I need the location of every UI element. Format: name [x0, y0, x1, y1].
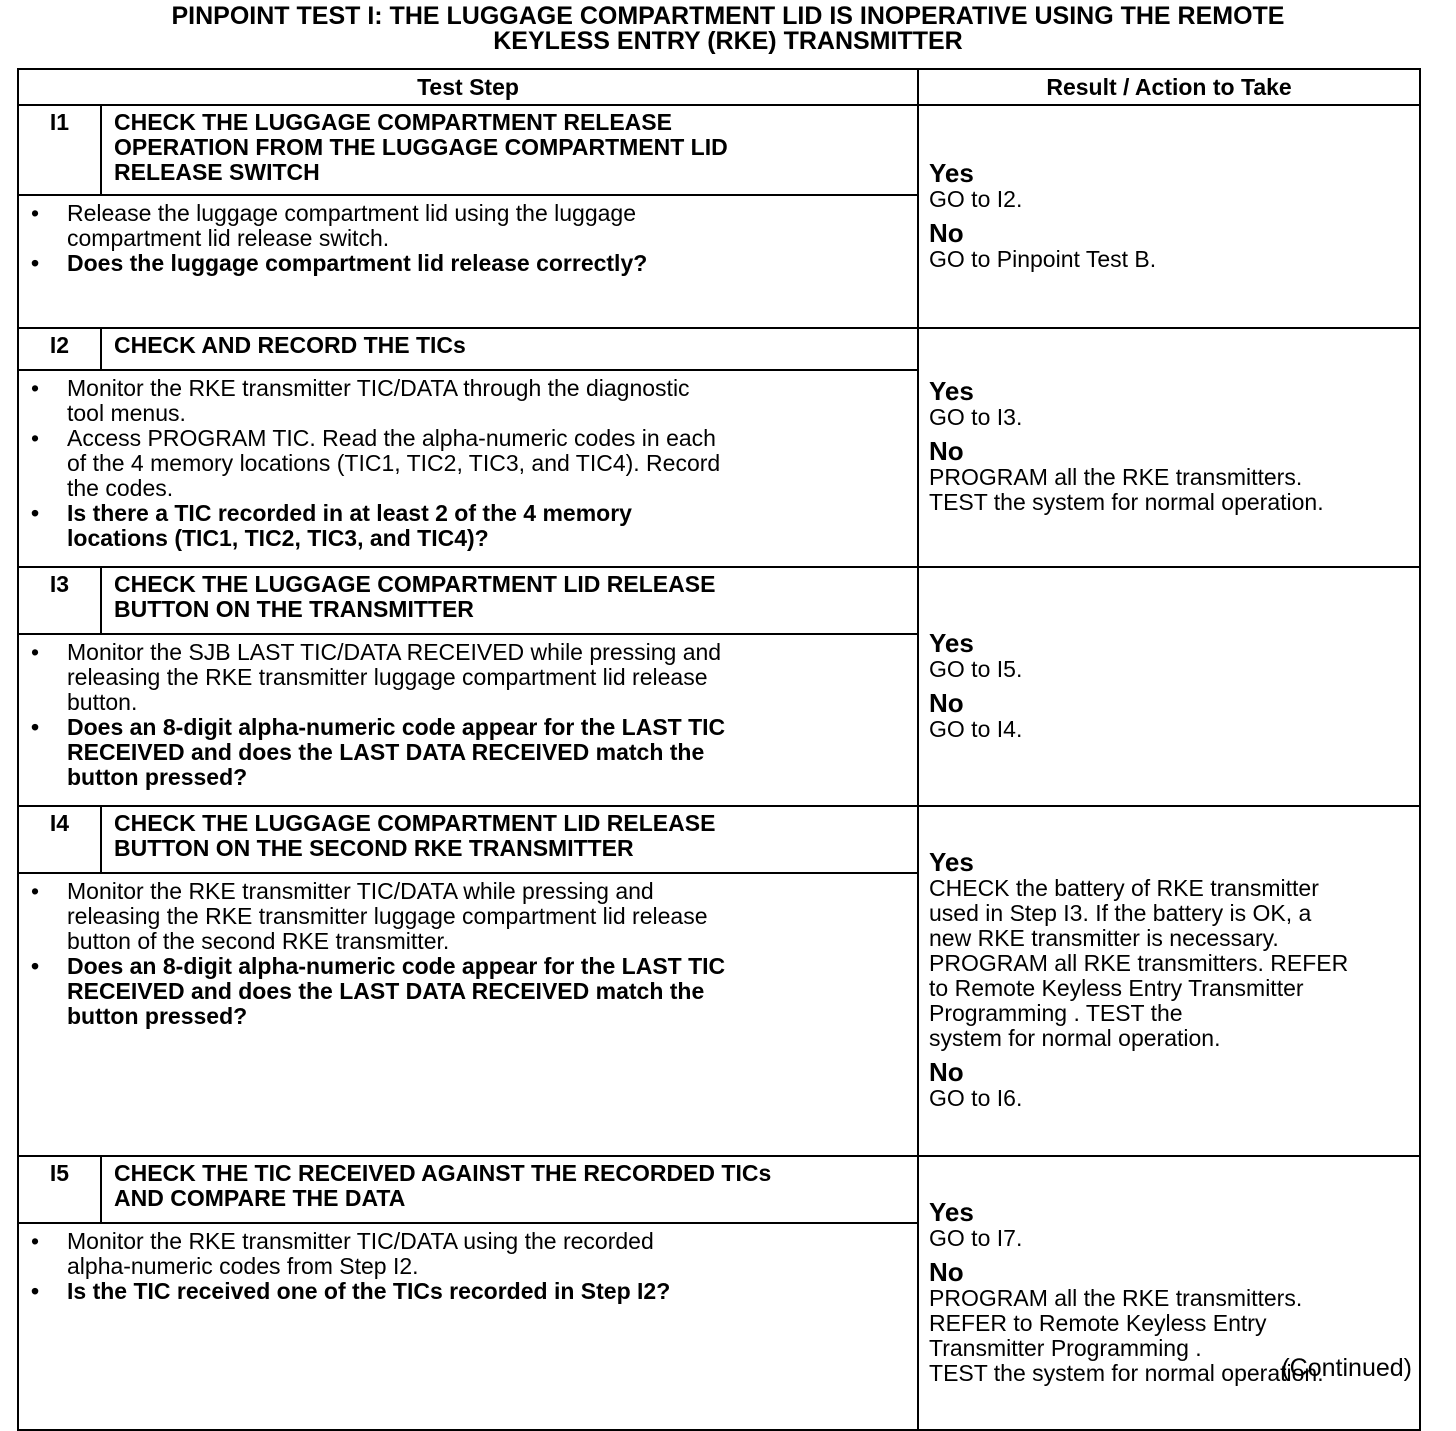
- bullet-list: [31, 879, 907, 1029]
- step-heading-line: CHECK AND RECORD THE TICs: [114, 332, 466, 358]
- bullet-icon: •: [31, 500, 40, 526]
- yes-action-line: CHECK the battery of RKE transmitter: [929, 875, 1319, 901]
- step-heading-line: CHECK THE LUGGAGE COMPARTMENT LID RELEASE: [114, 571, 716, 597]
- bullet-instruction: [31, 879, 907, 954]
- yes-action-line: GO to I2.: [929, 185, 1023, 212]
- no-action-line: Transmitter Programming .: [929, 1334, 1202, 1361]
- bullet-icon: •: [31, 1228, 40, 1254]
- bullet-line: locations (TIC1, TIC2, TIC3, and TIC4)?: [67, 525, 489, 551]
- yes-action-line: to Remote Keyless Entry Transmitter: [929, 975, 1304, 1001]
- step-heading: [101, 1156, 918, 1223]
- column-header-test-step: Test Step: [18, 69, 918, 105]
- step-instructions: [18, 873, 918, 1156]
- bullet-icon: •: [31, 425, 40, 451]
- bullet-instruction: [31, 201, 907, 251]
- no-action-line: PROGRAM all the RKE transmitters.: [929, 464, 1303, 490]
- bullet-line: Does an 8-digit alpha-numeric code appear for the LAST TIC: [67, 953, 726, 979]
- step-heading-line: CHECK THE TIC RECEIVED AGAINST THE RECORDED TICs: [114, 1160, 772, 1186]
- bullet-line: Is there a TIC recorded in at least 2 of the 4 memory: [67, 500, 632, 526]
- step-heading: [101, 806, 918, 873]
- bullet-line: releasing the RKE transmitter luggage compartment lid release: [67, 664, 708, 690]
- yes-label: Yes: [929, 1196, 974, 1227]
- bullet-instruction: [31, 640, 907, 715]
- bullet-line: Release the luggage compartment lid using the luggage: [67, 200, 636, 226]
- steps-body: [18, 105, 1420, 1430]
- no-action-line: REFER to Remote Keyless Entry: [929, 1309, 1267, 1336]
- bullet-line: RECEIVED and does the LAST DATA RECEIVED match the: [67, 739, 705, 765]
- pinpoint-test-table: [17, 68, 1421, 1431]
- step-heading-line: CHECK THE LUGGAGE COMPARTMENT RELEASE: [114, 109, 672, 135]
- column-header-result: Result / Action to Take: [918, 69, 1420, 105]
- step-result: [918, 1156, 1420, 1430]
- no-action-line: PROGRAM all the RKE transmitters.: [929, 1284, 1303, 1311]
- no-label: No: [929, 687, 964, 718]
- bullet-line: Does an 8-digit alpha-numeric code appear for the LAST TIC: [67, 714, 726, 740]
- bullet-line: Does the luggage compartment lid release correctly?: [67, 250, 648, 276]
- step-id: I3: [18, 567, 101, 634]
- bullet-instruction: [31, 1229, 907, 1279]
- step-instructions: [18, 195, 918, 328]
- bullet-question: [31, 501, 907, 551]
- bullet-line: tool menus.: [67, 400, 186, 426]
- no-label: No: [929, 1057, 964, 1087]
- page-title-line-1: PINPOINT TEST I: THE LUGGAGE COMPARTMENT LID IS INOPERATIVE USING THE REMOTE: [171, 2, 1285, 30]
- bullet-line: button pressed?: [67, 1003, 248, 1029]
- step-id: I5: [18, 1156, 101, 1223]
- bullet-list: [31, 201, 907, 276]
- bullet-line: of the 4 memory locations (TIC1, TIC2, TIC3, and TIC4). Record: [67, 450, 721, 476]
- step-heading-line: BUTTON ON THE TRANSMITTER: [114, 596, 474, 622]
- bullet-icon: •: [31, 639, 40, 665]
- step-result: [918, 567, 1420, 806]
- step-heading-line: AND COMPARE THE DATA: [114, 1185, 406, 1211]
- bullet-line: alpha-numeric codes from Step I2.: [67, 1253, 419, 1279]
- no-label: No: [929, 436, 964, 466]
- yes-action-line: GO to I7.: [929, 1224, 1023, 1251]
- yes-label: Yes: [929, 157, 974, 188]
- bullet-line: Monitor the RKE transmitter TIC/DATA through the diagnostic: [67, 375, 690, 401]
- bullet-icon: •: [31, 714, 40, 740]
- step-id: I1: [18, 105, 101, 195]
- bullet-line: RECEIVED and does the LAST DATA RECEIVED match the: [67, 978, 705, 1004]
- continued-note: (Continued): [1281, 1354, 1412, 1382]
- yes-label: Yes: [929, 627, 974, 658]
- no-action-line: TEST the system for normal operation.: [929, 489, 1324, 515]
- step-row: [18, 328, 1420, 370]
- bullet-line: Monitor the RKE transmitter TIC/DATA while pressing and: [67, 878, 654, 904]
- step-instructions: [18, 370, 918, 567]
- step-heading-line: OPERATION FROM THE LUGGAGE COMPARTMENT LID: [114, 134, 728, 160]
- step-row: [18, 806, 1420, 873]
- bullet-question: [31, 1279, 907, 1304]
- bullet-line: releasing the RKE transmitter luggage compartment lid release: [67, 903, 708, 929]
- bullet-question: [31, 251, 907, 276]
- bullet-list: [31, 376, 907, 551]
- no-action-line: GO to Pinpoint Test B.: [929, 245, 1157, 272]
- step-instructions: [18, 1223, 918, 1430]
- page-title-line-2: KEYLESS ENTRY (RKE) TRANSMITTER: [493, 27, 963, 55]
- bullet-question: [31, 715, 907, 790]
- bullet-icon: •: [31, 878, 40, 904]
- yes-action-line: Programming . TEST the: [929, 1000, 1183, 1026]
- step-heading: [101, 567, 918, 634]
- bullet-question: [31, 954, 907, 1029]
- yes-action-line: GO to I5.: [929, 655, 1023, 682]
- step-result: [918, 328, 1420, 567]
- no-label: No: [929, 217, 964, 248]
- step-id: I2: [18, 328, 101, 370]
- bullet-icon: •: [31, 953, 40, 979]
- table-header-row: [18, 69, 1420, 105]
- bullet-line: Is the TIC received one of the TICs recorded in Step I2?: [67, 1278, 671, 1304]
- yes-label: Yes: [929, 376, 974, 406]
- bullet-line: the codes.: [67, 475, 174, 501]
- bullet-icon: •: [31, 200, 40, 226]
- bullet-instruction: [31, 426, 907, 501]
- no-action-line: GO to I4.: [929, 715, 1023, 742]
- bullet-line: button pressed?: [67, 764, 248, 790]
- step-heading: [101, 105, 918, 195]
- bullet-line: button.: [67, 689, 138, 715]
- yes-action-line: system for normal operation.: [929, 1025, 1221, 1051]
- step-row: [18, 567, 1420, 634]
- step-result: [918, 806, 1420, 1156]
- bullet-icon: •: [31, 250, 40, 276]
- bullet-icon: •: [31, 375, 40, 401]
- step-row: [18, 1156, 1420, 1223]
- bullet-line: Monitor the SJB LAST TIC/DATA RECEIVED while pressing and: [67, 639, 722, 665]
- no-action-line: GO to I6.: [929, 1085, 1023, 1111]
- bullet-instruction: [31, 376, 907, 426]
- step-heading-line: RELEASE SWITCH: [114, 159, 320, 185]
- bullet-line: compartment lid release switch.: [67, 225, 390, 251]
- step-heading-line: CHECK THE LUGGAGE COMPARTMENT LID RELEASE: [114, 810, 716, 836]
- bullet-line: Access PROGRAM TIC. Read the alpha-numeric codes in each: [67, 425, 716, 451]
- no-action-line: TEST the system for normal operation.: [929, 1359, 1324, 1386]
- yes-action-line: PROGRAM all RKE transmitters. REFER: [929, 950, 1349, 976]
- bullet-list: [31, 1229, 907, 1304]
- yes-label: Yes: [929, 847, 974, 877]
- step-result: [918, 105, 1420, 328]
- bullet-list: [31, 640, 907, 790]
- yes-action-line: used in Step I3. If the battery is OK, a: [929, 900, 1312, 926]
- page-title: [0, 4, 1456, 54]
- step-row: [18, 105, 1420, 195]
- step-heading-line: BUTTON ON THE SECOND RKE TRANSMITTER: [114, 835, 634, 861]
- yes-action-line: GO to I3.: [929, 404, 1023, 430]
- bullet-line: button of the second RKE transmitter.: [67, 928, 450, 954]
- step-heading: [101, 328, 918, 370]
- no-label: No: [929, 1256, 964, 1287]
- step-instructions: [18, 634, 918, 806]
- bullet-line: Monitor the RKE transmitter TIC/DATA using the recorded: [67, 1228, 654, 1254]
- yes-action-line: new RKE transmitter is necessary.: [929, 925, 1279, 951]
- step-id: I4: [18, 806, 101, 873]
- bullet-icon: •: [31, 1278, 40, 1304]
